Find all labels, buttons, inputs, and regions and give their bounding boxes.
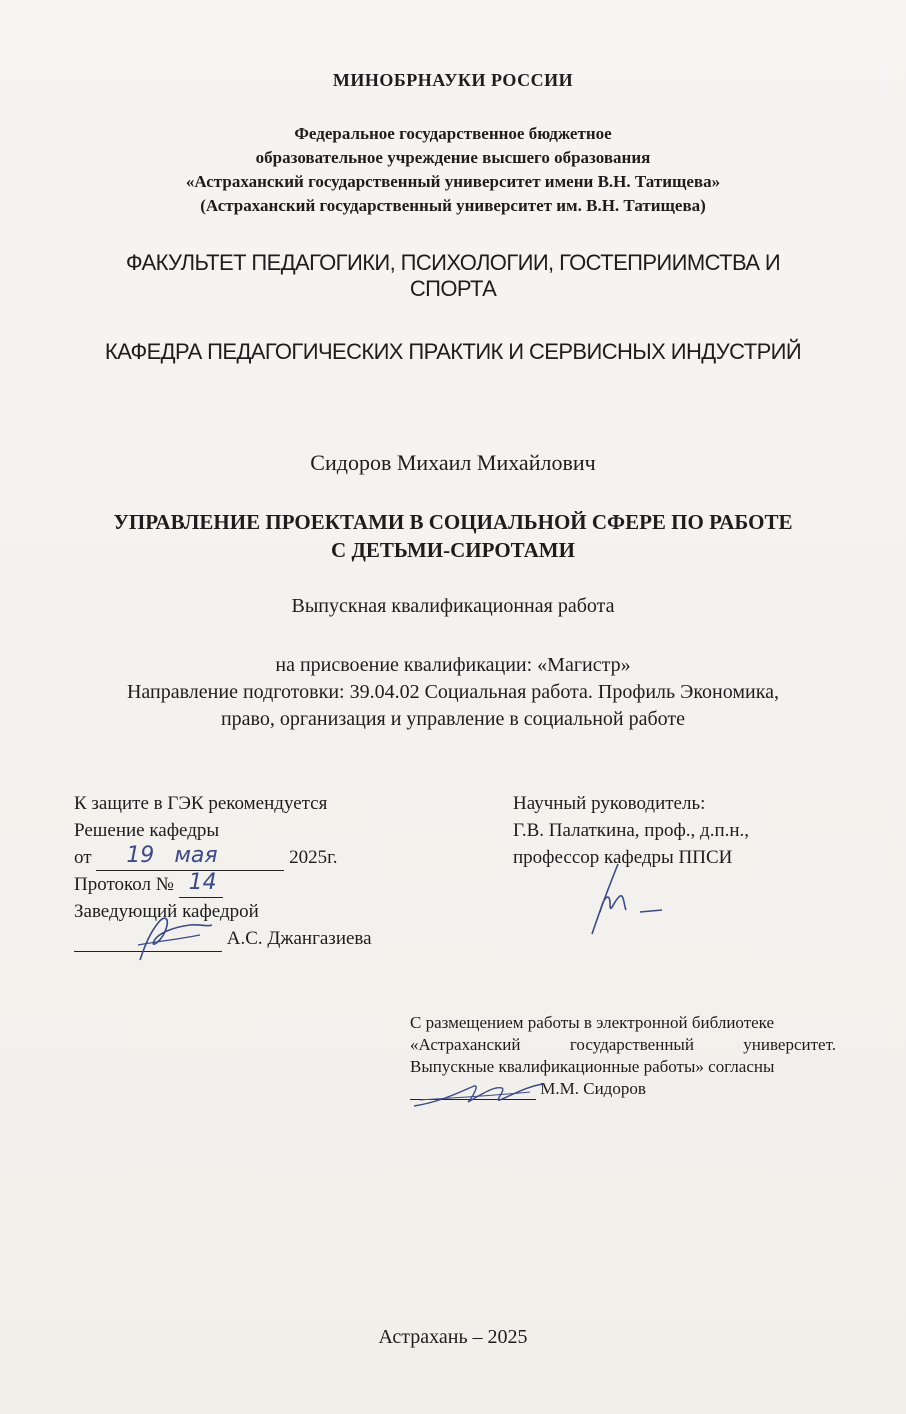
date-month-handwritten: мая	[174, 843, 218, 868]
date-day-handwritten: 19	[126, 843, 155, 868]
thesis-title	[0, 508, 906, 564]
date-year: 2025г.	[289, 847, 338, 868]
defense-recommend: К защите в ГЭК рекомендуется	[74, 793, 328, 814]
library-consent-block	[410, 1012, 836, 1100]
head-signature-row	[74, 925, 372, 952]
qualification-line: на присвоение квалификации: «Магистр»	[275, 654, 631, 676]
title-line: УПРАВЛЕНИЕ ПРОЕКТАМИ В СОЦИАЛЬНОЙ СФЕРЕ ПО РАБОТЕ	[113, 510, 793, 534]
faculty-line: СПОРТА	[409, 276, 497, 301]
org-line: образовательное учреждение высшего образования	[255, 148, 651, 167]
department-decision: Решение кафедры	[74, 820, 220, 841]
consent-signer: М.М. Сидоров	[540, 1079, 646, 1098]
title-line: С ДЕТЬМИ-СИРОТАМИ	[331, 538, 575, 562]
consent-line: Выпускные квалификационные работы» согласны	[410, 1057, 775, 1076]
supervisor-label: Научный руководитель:	[513, 793, 706, 814]
university-name-block	[0, 122, 906, 218]
supervisor-name: Г.В. Палаткина, проф., д.п.н.,	[513, 820, 750, 841]
work-type: Выпускная квалификационная работа	[291, 595, 615, 617]
org-line: (Астраханский государственный университет им. В.Н. Татищева)	[200, 196, 706, 215]
consent-line: «Астраханский государственный университет.	[410, 1035, 836, 1054]
org-line: «Астраханский государственный университет имени В.Н. Татищева»	[185, 172, 721, 191]
protocol-number-handwritten: 14	[188, 870, 217, 895]
consent-signature-row	[410, 1078, 836, 1100]
head-label: Заведующий кафедрой	[74, 901, 259, 922]
decision-date-row	[74, 844, 372, 871]
supervisor-signature-image	[570, 860, 670, 940]
qualification-line: право, организация и управление в социальной работе	[220, 708, 686, 730]
qualification-block	[0, 652, 906, 733]
ministry-heading: МИНОБРНАУКИ РОССИИ	[332, 70, 574, 90]
protocol-blank	[179, 870, 223, 898]
protocol-row	[74, 871, 372, 898]
date-prefix: от	[74, 847, 92, 868]
head-name: А.С. Джангазиева	[226, 928, 372, 949]
student-signature-blank	[410, 1081, 536, 1100]
consent-line: С размещением работы в электронной библиотеке	[410, 1013, 775, 1032]
qualification-line: Направление подготовки: 39.04.02 Социальная работа. Профиль Экономика,	[126, 681, 779, 703]
date-blank	[96, 843, 284, 871]
city-year: Астрахань – 2025	[378, 1326, 528, 1348]
supervisor-block	[513, 790, 749, 871]
faculty-heading	[0, 250, 906, 302]
head-signature-blank	[74, 931, 222, 952]
protocol-label: Протокол №	[74, 874, 174, 895]
department-heading: КАФЕДРА ПЕДАГОГИЧЕСКИХ ПРАКТИК И СЕРВИСНЫХ ИНДУСТРИЙ	[104, 339, 802, 364]
faculty-line: ФАКУЛЬТЕТ ПЕДАГОГИКИ, ПСИХОЛОГИИ, ГОСТЕПРИИМСТВА И	[125, 250, 781, 275]
author-name: Сидоров Михаил Михайлович	[310, 450, 596, 475]
org-line: Федеральное государственное бюджетное	[294, 124, 612, 143]
defense-approval-block	[74, 790, 372, 952]
supervisor-position: профессор кафедры ППСИ	[513, 847, 733, 868]
